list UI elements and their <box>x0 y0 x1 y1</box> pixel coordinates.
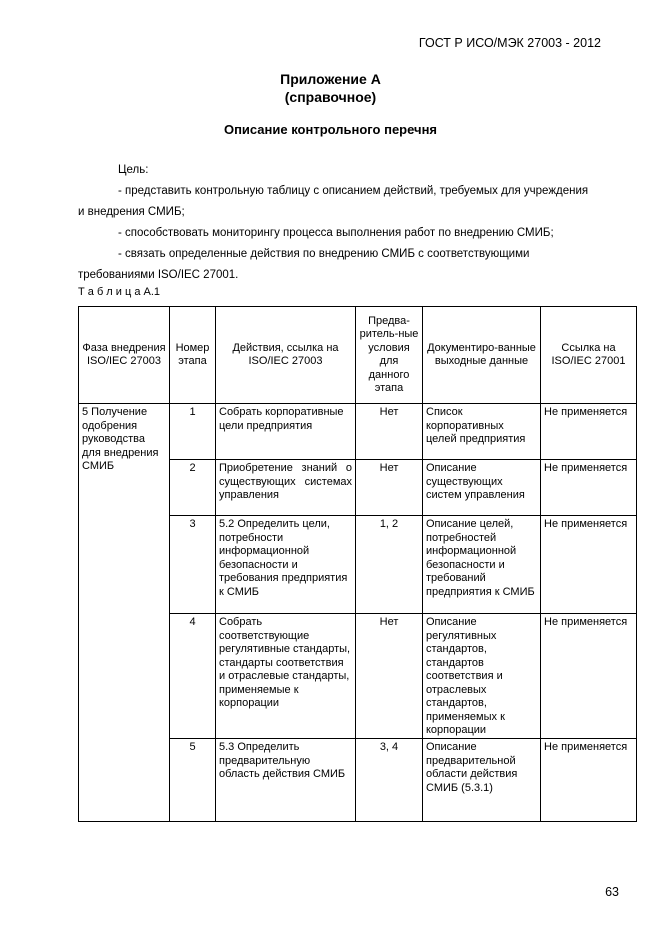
reference-cell: Не применяется <box>541 404 637 460</box>
column-header-preconditions: Предва-ритель-ные условия для данного этапа <box>356 307 423 404</box>
reference-cell: Не применяется <box>541 516 637 614</box>
output-cell: Описание предварительной области действия СМИБ (5.3.1) <box>423 739 541 822</box>
goal-label: Цель: <box>118 164 149 176</box>
page-number: 63 <box>605 885 619 899</box>
reference-cell: Не применяется <box>541 739 637 822</box>
precondition-cell: 1, 2 <box>356 516 423 614</box>
output-cell: Описание целей, потребностей информационной безопасности и требований предприятия к СМИБ <box>423 516 541 614</box>
action-cell: Собрать соответствующие регулятивные стандарты, стандарты соответствия и отраслевые стандарты, применяемые к корпорации <box>216 614 356 739</box>
column-header-outputs: Документиро-ванные выходные данные <box>423 307 541 404</box>
goal-item-2-line-1: - способствовать мониторингу процесса выполнения работ по внедрению СМИБ; <box>118 227 554 239</box>
document-code-header: ГОСТ Р ИСО/МЭК 27003 - 2012 <box>418 36 601 50</box>
precondition-cell: 3, 4 <box>356 739 423 822</box>
column-header-phase: Фаза внедрения ISO/IEC 27003 <box>79 307 170 404</box>
reference-cell: Не применяется <box>541 460 637 516</box>
goal-item-1-line-2: и внедрения СМИБ; <box>78 206 185 218</box>
step-number-cell: 1 <box>170 404 216 460</box>
checklist-table <box>78 306 637 822</box>
action-cell: 5.2 Определить цели, потребности информационной безопасности и требования предприятия к СМИБ <box>216 516 356 614</box>
step-number-cell: 3 <box>170 516 216 614</box>
section-title: Описание контрольного перечня <box>223 122 438 137</box>
goal-item-3-line-2: требованиями ISO/IEC 27001. <box>78 269 239 281</box>
step-number-cell: 5 <box>170 739 216 822</box>
table-caption: Т а б л и ц а А.1 <box>78 286 161 298</box>
appendix-title: Приложение А <box>280 71 381 87</box>
output-cell: Список корпоративных целей предприятия <box>423 404 541 460</box>
phase-cell: 5 Получение одобрения руководства для внедрения СМИБ <box>79 404 170 822</box>
appendix-title-block <box>0 70 661 106</box>
precondition-cell: Нет <box>356 614 423 739</box>
column-header-reference: Ссылка на ISO/IEC 27001 <box>541 307 637 404</box>
goal-list <box>78 181 634 286</box>
table-row <box>79 404 637 460</box>
action-cell: Собрать корпоративные цели предприятия <box>216 404 356 460</box>
table-header-row <box>79 307 637 404</box>
goal-item-3-line-1: - связать определенные действия по внедрению СМИБ с соответствующими <box>118 248 530 260</box>
action-cell: Приобретение знаний о существующих системах управления <box>216 460 356 516</box>
precondition-cell: Нет <box>356 404 423 460</box>
step-number-cell: 4 <box>170 614 216 739</box>
reference-cell: Не применяется <box>541 614 637 739</box>
precondition-cell: Нет <box>356 460 423 516</box>
column-header-step-number: Номер этапа <box>170 307 216 404</box>
output-cell: Описание регулятивных стандартов, стандартов соответствия и отраслевых стандартов, применяемых к корпорации <box>423 614 541 739</box>
column-header-actions: Действия, ссылка на ISO/IEC 27003 <box>216 307 356 404</box>
action-cell: 5.3 Определить предварительную область действия СМИБ <box>216 739 356 822</box>
step-number-cell: 2 <box>170 460 216 516</box>
appendix-subtitle: (справочное) <box>284 89 377 105</box>
output-cell: Описание существующих систем управления <box>423 460 541 516</box>
goal-item-1-line-1: - представить контрольную таблицу с описанием действий, требуемых для учреждения <box>118 185 589 197</box>
